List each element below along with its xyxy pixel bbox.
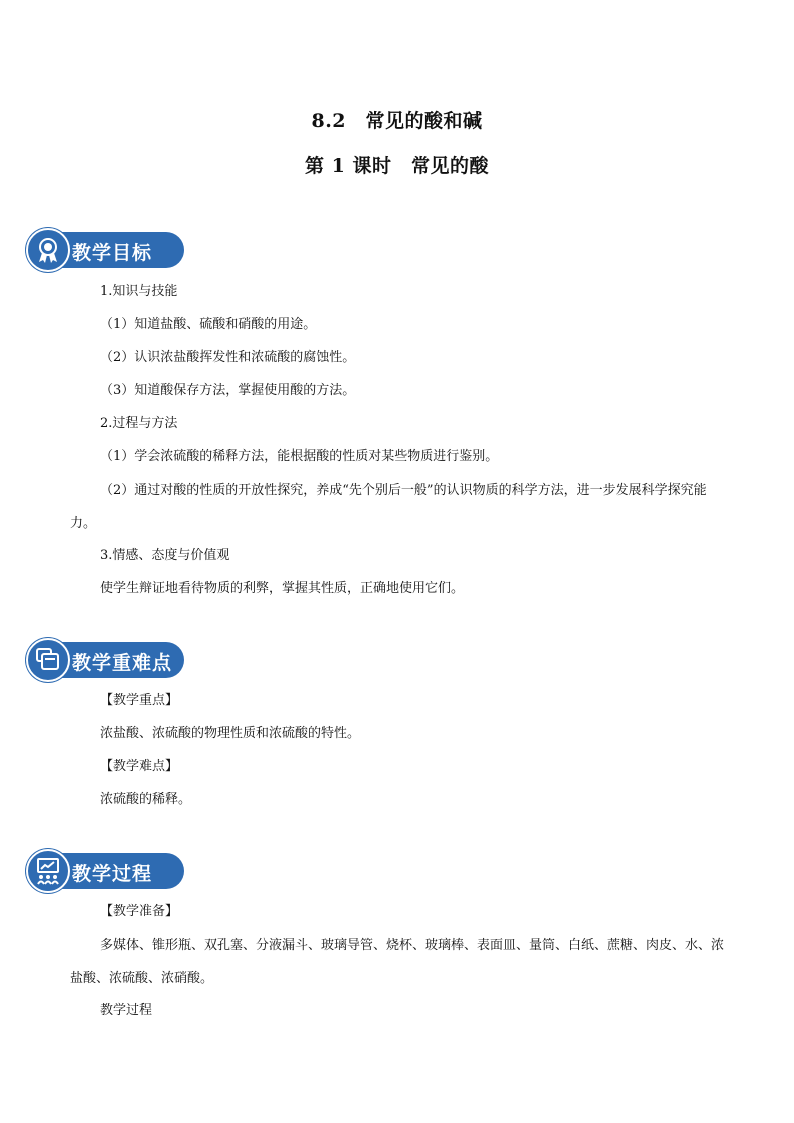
process-line: 【教学准备】 (100, 904, 179, 919)
process-line: 教学过程 (100, 1003, 153, 1018)
goal-line: 2.过程与方法 (100, 416, 178, 431)
keypoint-line: 浓硫酸的稀释。 (100, 792, 192, 807)
presentation-chart-icon (26, 849, 70, 893)
section-heading: 教学重难点 (72, 652, 173, 674)
goal-line: （1）知道盐酸、硫酸和硝酸的用途。 (100, 317, 317, 332)
keypoint-line: 【教学难点】 (100, 759, 179, 774)
lesson-subtitle: 第 1 课时 常见的酸 (305, 155, 489, 177)
keypoint-line: 浓盐酸、浓硫酸的物理性质和浓硫酸的特性。 (100, 726, 361, 741)
section-heading: 教学过程 (72, 863, 153, 885)
stacked-windows-icon (26, 638, 70, 682)
award-icon (26, 228, 70, 272)
goal-line: （2）认识浓盐酸挥发性和浓硫酸的腐蚀性。 (100, 350, 356, 365)
goal-line: 3.情感、态度与价值观 (100, 548, 230, 563)
goal-line: （1）学会浓硫酸的稀释方法，能根据酸的性质对某些物质进行鉴别。 (100, 449, 499, 464)
goal-line: （2）通过对酸的性质的开放性探究，养成“先个别后一般”的认识物质的科学方法，进一步发展科学探究能力。 (70, 483, 707, 531)
page-title: 8.2 常见的酸和碱 (311, 110, 483, 132)
process-line: 多媒体、锥形瓶、双孔塞、分液漏斗、玻璃导管、烧杯、玻璃棒、表面皿、量筒、白纸、蔗糖、肉皮、水、浓盐酸、浓硫酸、浓硝酸。 (70, 938, 725, 986)
goal-line: 1.知识与技能 (100, 284, 178, 299)
goal-line: 使学生辩证地看待物质的利弊，掌握其性质，正确地使用它们。 (100, 581, 465, 596)
goal-line: （3）知道酸保存方法，掌握使用酸的方法。 (100, 383, 356, 398)
keypoint-line: 【教学重点】 (100, 693, 179, 708)
section-heading: 教学目标 (72, 242, 153, 264)
